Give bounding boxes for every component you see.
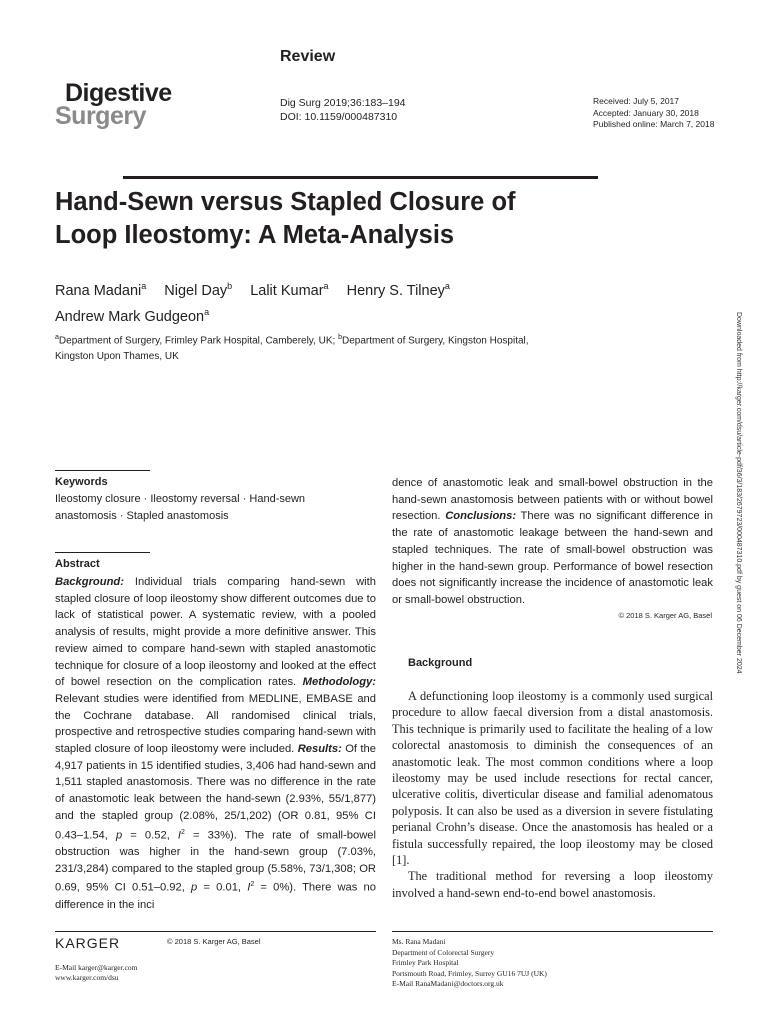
abstract-text: = 33%). The rate of small-bowel obstruction was higher in the hand-sewn group (7.03%, 231/3,284) compared to the stapled group (5.58%, 73/1,308; OR 0.69, 95% CI 0.51–0.92, [55,829,376,895]
author-name: Andrew Mark Gudgeon [55,309,205,325]
abstract-label: Methodology: [302,676,376,689]
stat-symbol: p [191,882,198,895]
corr-address: Portsmouth Road, Frimley, Surrey GU16 7UJ (UK) [392,968,547,978]
author-affil-mark: a [444,281,450,291]
paragraph: The traditional method for reversing a loop ileostomy involved a hand-sewn end-to-end bowel anastomosis. [392,869,713,900]
keywords-heading: Keywords [55,476,108,488]
footer-rule-right [392,931,713,932]
section-label: Review [280,48,336,65]
publisher-email: E-Mail karger@karger.com [55,963,138,972]
keywords-text: Ileostomy closure · Ileostomy reversal · Hand-sewn anastomosis · Stapled anastomosis [55,493,306,522]
corr-hospital: Frimley Park Hospital [392,958,459,967]
logo-line-2: Surgery [55,101,146,130]
footer-copyright: © 2018 S. Karger AG, Basel [167,937,261,946]
author-name: Rana Madani [55,283,142,299]
published-date: Published online: March 7, 2018 [593,119,715,129]
stat-symbol: I [247,882,251,895]
stat-exponent: 2 [181,828,185,836]
corr-email: E-Mail RanaMadani@doctors.org.uk [392,979,504,988]
author [55,309,209,325]
affiliations [55,330,575,365]
affil-mark: a [55,334,59,341]
abstract-text: dence of anastomotic leak and small-bowel obstruction in the hand-sewn anastomosis between patients with or without bowel resection. [392,477,713,523]
abstract-label: Background: [55,576,124,588]
abstract-text: = 0%). There was no difference in the inci [55,882,376,911]
author-affil-mark: a [323,281,329,291]
abstract-rule [55,552,150,553]
journal-logo [55,79,172,130]
abstract-text: There was no significant difference in the rate of anastomotic leakage between the hand-sewn and stapled techniques. The rate of small-bowel obstruction was higher in the hand-sewn group. Performance of bowel resection does not significantly increase the incidence of anastomotic leak or small-bowel obstruction. [392,510,713,606]
abstract-copyright: © 2018 S. Karger AG, Basel [618,611,712,620]
stat-symbol: I [177,829,182,842]
dates-block [593,96,714,131]
title-line-1: Hand-Sewn versus Stapled Closure of [55,188,516,216]
download-watermark-text: Downloaded from http://karger.com/dsu/article-pdf/36/3/183/2679723/000487310.pdf by guest on 06 December 2024 [735,312,742,674]
paragraph: A defunctioning loop ileostomy is a commonly used surgical procedure to allow faecal diversion from a distal anastomosis. This technique is primarily used to facilitate the healing of a low colorectal anastomosis to diminish the consequences of an anastomotic leak. The most common conditions where a loop ileostomy may be used include resections for rectal cancer, ulcerative colitis, diverticular disease and familial adenomatous polyposis. It can also be used as a diversion in severe fistulating perianal Crohn’s disease. Once the anastomosis has healed or a fistula successfully repaired, the loop ileostomy may be closed [1]. [392,689,713,868]
abstract-label: Results: [297,743,342,756]
article-title [55,186,615,252]
stat-exponent: 2 [250,881,255,889]
abstract-text: Relevant studies were identified from MEDLINE, EMBASE and the Cochrane database. All randomised clinical trials, prospective and retrospective studies comparing hand-sewn with stapled closure of loop ileostomy were included. [55,692,376,756]
accepted-date: Accepted: January 30, 2018 [593,107,699,118]
download-watermark [731,312,743,1002]
background-body [392,688,713,901]
title-line-2: Loop Ileostomy: A Meta-Analysis [55,221,455,249]
abstract-text: Of the 4,917 patients in 15 identified studies, 3,406 had hand-sewn and 1,511 stapled anastomosis. There was no difference in the rate of anastomotic leak between the hand-sewn (2.93%, 55/1,877) and the stapled group (2.08%, 25/1,202) (OR 0.81, 95% CI 0.43–1.54, [55,743,376,842]
footer-rule-left [55,931,376,932]
affil-mark: b [338,334,342,341]
background-heading: Background [408,657,473,669]
author [347,283,450,299]
logo-line-1: Digestive [65,79,172,107]
title-rule [123,176,598,179]
affil-text: Department of Surgery, Kingston Hospital, [341,335,529,347]
author [250,283,328,299]
author-affil-mark: a [141,281,147,291]
author-name: Nigel Day [164,283,228,299]
correspondence [392,937,547,990]
abstract-text: = 0.01, [197,882,248,895]
abstract-label: Conclusions: [445,510,517,523]
author-list [55,276,575,328]
abstract-body [55,574,376,914]
citation-block [280,96,406,124]
abstract-text: Individual trials comparing hand-sewn with stapled closure of loop ileostomy show different outcomes due to lack of statistical power. A systematic review, with a pooled analysis of results, might provide a more definitive answer. This review aimed to compare hand-sewn with stapled anastomotic technique for closure of a loop ileostomy and looked at the effect of bowel resection on the complication rates. [55,576,376,689]
abstract-text: = 0.52, [122,829,178,842]
corr-name: Ms. Rana Madani [392,937,446,946]
abstract-continued [392,475,713,609]
stat-symbol: p [115,829,123,842]
abstract-heading: Abstract [55,558,100,570]
author-affil-mark: a [204,307,210,317]
corr-dept: Department of Colorectal Surgery [392,947,495,957]
author-name: Henry S. Tilney [346,283,445,299]
received-date: Received: July 5, 2017 [593,96,679,106]
author-affil-mark: b [227,281,233,291]
publisher-contact [55,963,137,983]
doi: DOI: 10.1159/000487310 [280,111,398,123]
publisher-web: www.karger.com/dsu [55,973,119,982]
keywords-rule [55,470,150,471]
author [55,283,146,299]
affil-text: Department of Surgery, Frimley Park Hospital, Camberely, UK; [58,335,339,347]
affil-text: Kingston Upon Thames, UK [55,351,179,363]
citation: Dig Surg 2019;36:183–194 [280,97,406,109]
publisher-logo: KARGER [55,935,121,951]
author-name: Lalit Kumar [250,283,324,299]
author [164,283,232,299]
